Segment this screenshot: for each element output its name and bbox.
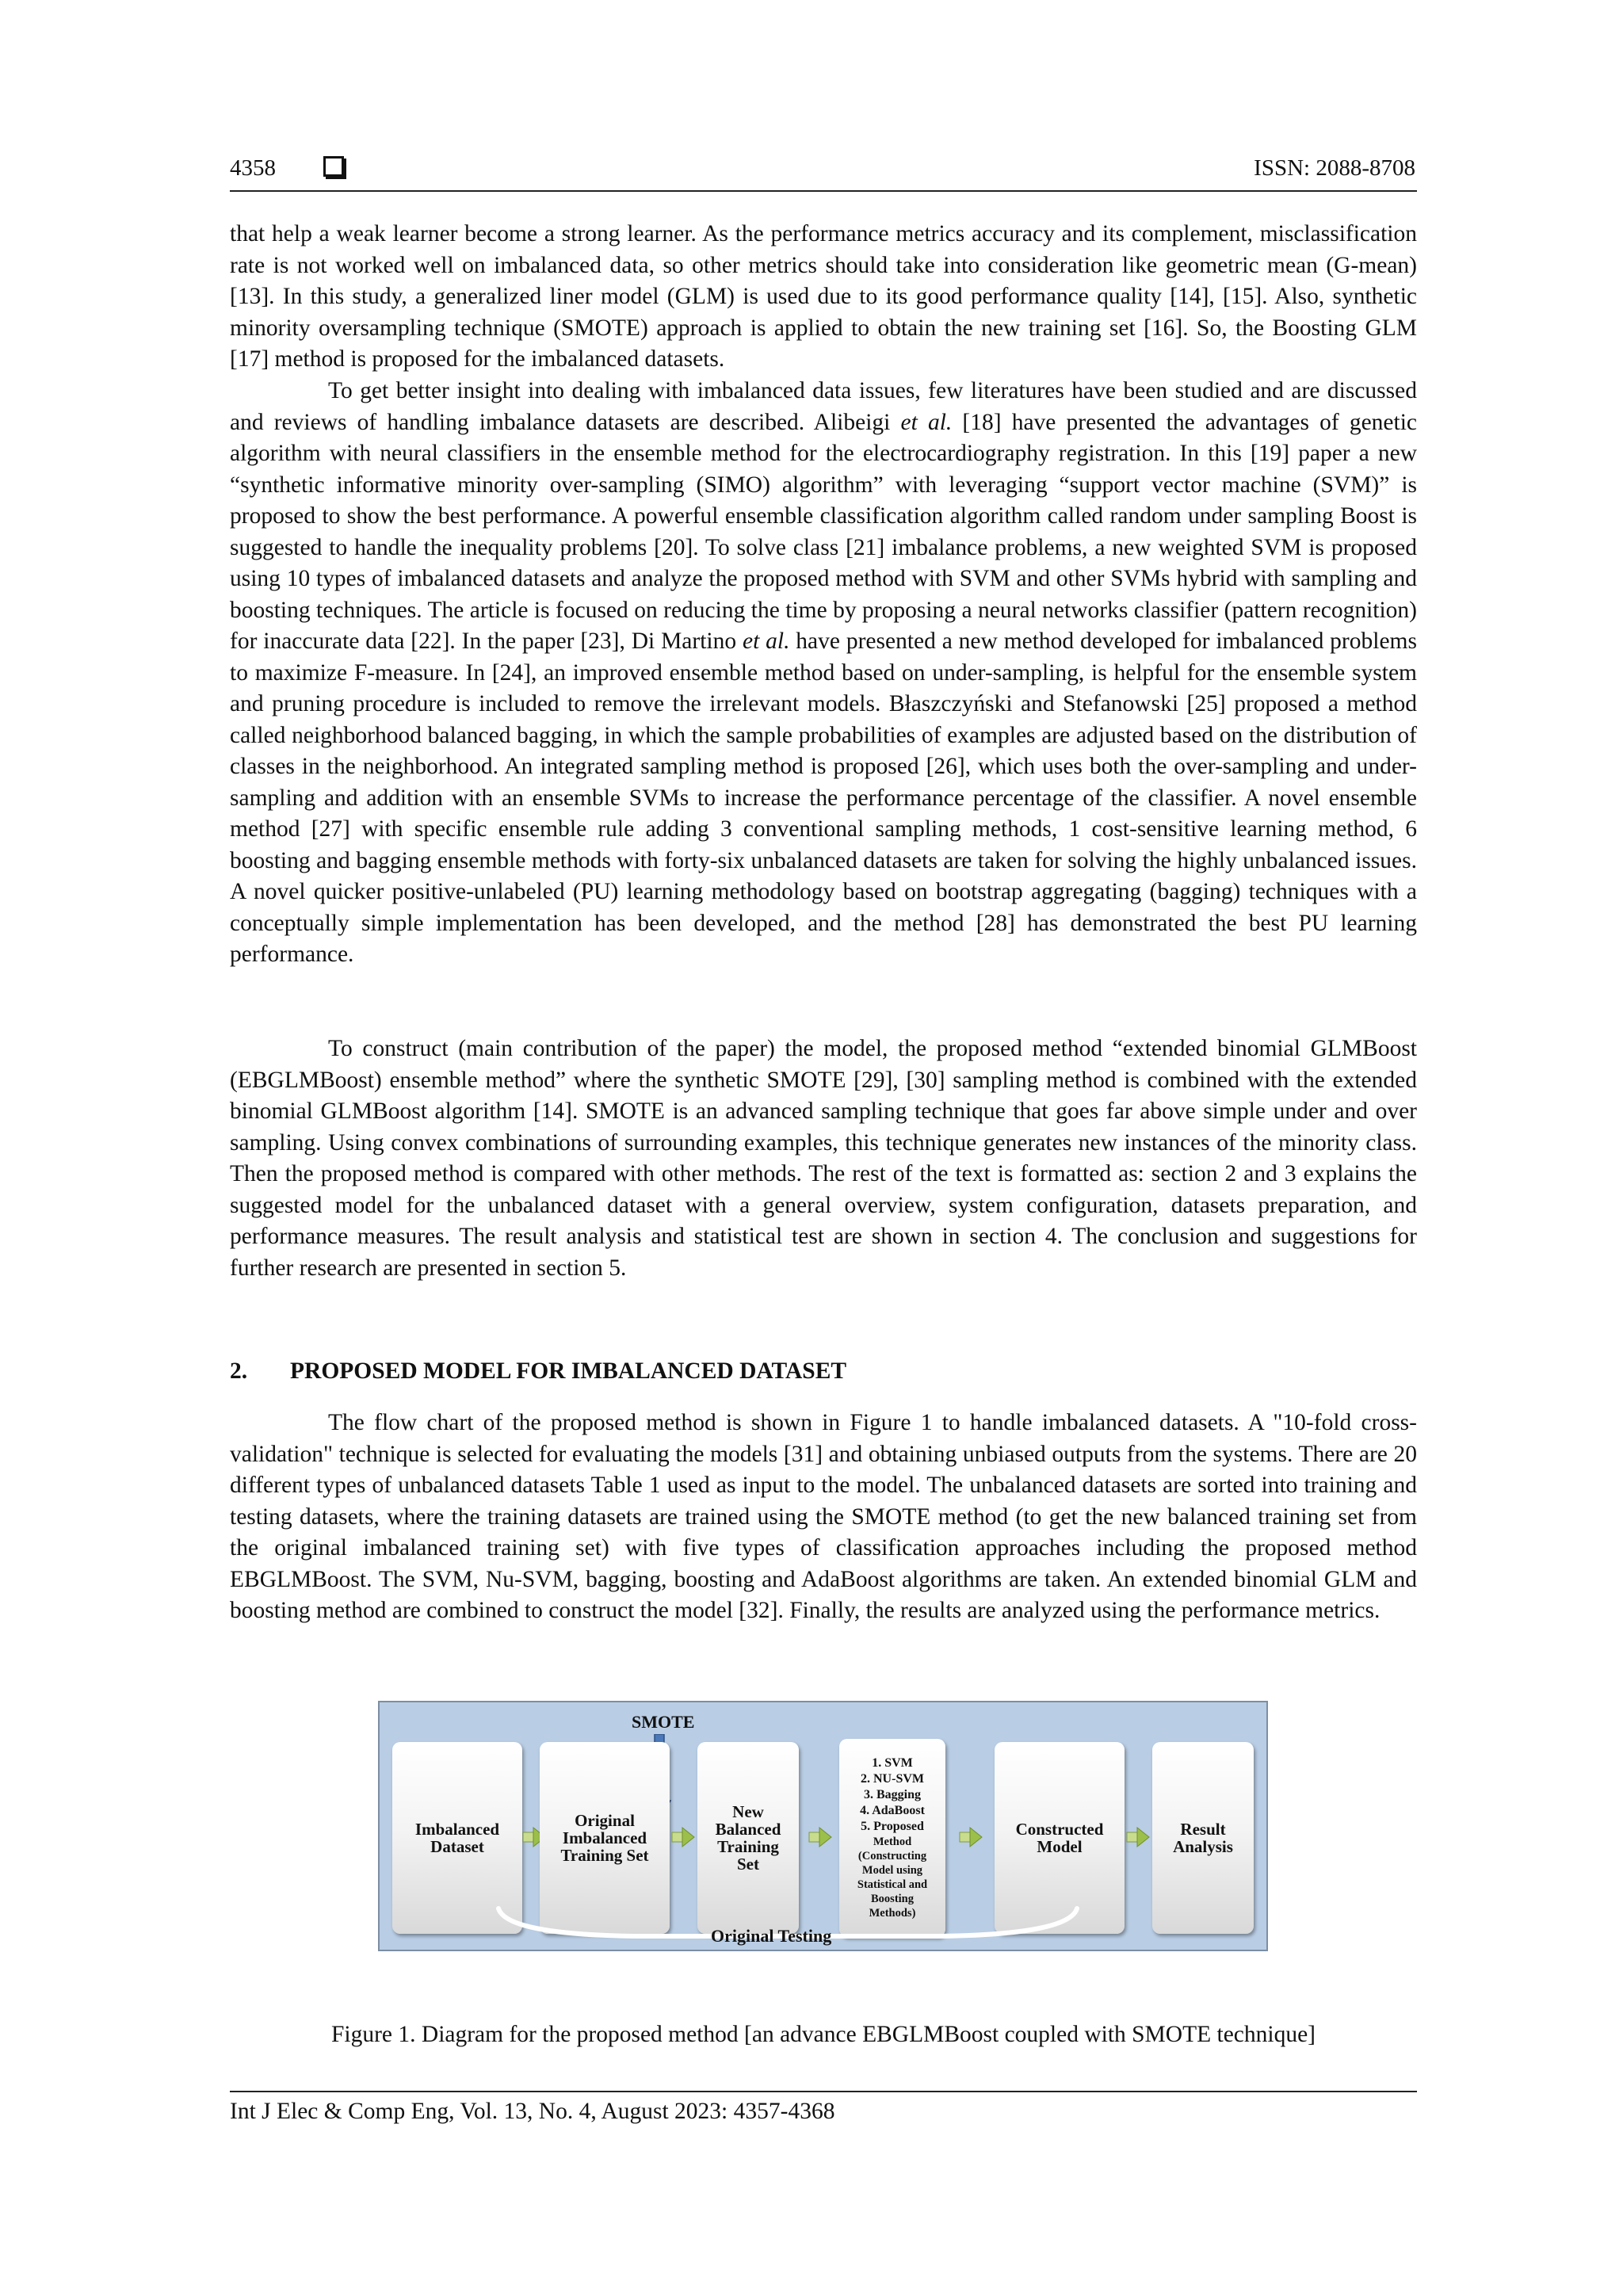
box-line: Imbalanced [414, 1820, 500, 1839]
box-line: Result [1180, 1820, 1226, 1839]
paragraph-contribution: To construct (main contribution of the paper) the model, the proposed method “extended binomial GLMBoost (EBGLMBoost) ensemble method” where the synthetic SMOTE [29], [30] sampling method is combined with the extended binomial GLMBoost algorithm [14]. SMOTE is an advanced sampling technique that goes far above simple under and over sampling. Using convex combinations of surrounding examples, this technique generates new instances of the minority class. Then the proposed method is compared with other methods. The rest of the text is formatted as: section 2 and 3 explains the suggested model for the unbalanced dataset with a general overview, system configuration, datasets preparation, and performance measures. The result analysis and statistical test are shown in section 4. The conclusion and suggestions for further research are presented in section 5. [230, 1036, 1417, 1281]
paragraph-literature [230, 376, 1417, 971]
smote-label: SMOTE [632, 1712, 695, 1732]
italic-et-al: et al. [742, 628, 790, 654]
italic-et-al: et al. [900, 409, 953, 435]
issn: ISSN: 2088-8708 [1254, 155, 1415, 181]
classifier-item: Methods) [869, 1907, 916, 1920]
box-line: Set [737, 1855, 759, 1874]
classifier-item: 2. NU-SVM [861, 1772, 924, 1786]
box-line: Training [717, 1837, 779, 1856]
box-line: Imbalanced [562, 1828, 647, 1847]
original-testing-label: Original Testing [711, 1926, 832, 1946]
box-line: Dataset [430, 1837, 484, 1856]
right-arrow-icon [671, 1826, 695, 1848]
classifier-item: 4. AdaBoost [860, 1804, 925, 1817]
paragraph-intro: that help a weak learner become a strong learner. As the performance metrics accuracy and its complement, misclassification rate is not worked well on imbalanced data, so other metrics should take into consideration like geometric mean (G-mean)[13]. In this study, a generalized liner model (GLM) is used due to its good performance quality [14], [15]. Also, synthetic minority oversampling technique (SMOTE) approach is applied to obtain the new training set [16]. So, the Boosting GLM [17] method is proposed for the imbalanced datasets. [230, 221, 1417, 372]
classifier-item: Model using [861, 1864, 923, 1877]
section-title: PROPOSED MODEL FOR IMBALANCED DATASET [290, 1358, 847, 1384]
classifier-item: (Constructing [857, 1850, 927, 1862]
right-arrow-icon [959, 1826, 983, 1848]
box-line: Constructed [1015, 1820, 1104, 1839]
box-line: Model [1037, 1837, 1083, 1856]
classifier-item: 1. SVM [872, 1756, 913, 1770]
page-footer: Int J Elec & Comp Eng, Vol. 13, No. 4, August 2023: 4357-4368 [230, 2099, 835, 2124]
figure-diagram [378, 1701, 1268, 1951]
classifier-item: Statistical and [857, 1878, 928, 1891]
text-run: [18] have presented the advantages of genetic algorithm with neural classifiers in the ensemble method for the electrocardiography registration. In this [19] paper a new “synthetic informative minority over-sampling (SIMO) algorithm” with leveraging “support vector machine (SVM)” is proposed to show the best performance. A powerful ensemble classification algorithm called random under sampling Boost is suggested to handle the inequality problems [20]. To solve class [21] imbalance problems, a new weighted SVM is proposed using 10 types of imbalanced datasets and analyze the proposed method with SVM and other SVMs hybrid with sampling and boosting techniques. The article is focused on reducing the time by proposing a neural networks classifier (pattern recognition) for inaccurate data [22]. In the paper [23], Di Martino [230, 409, 1417, 654]
right-arrow-icon [1126, 1826, 1150, 1848]
classifier-item: Method [873, 1836, 912, 1848]
paragraph-proposed-model: The flow chart of the proposed method is shown in Figure 1 to handle imbalanced datasets. A "10-fold cross-validation" technique is selected for evaluating the models [31] and obtaining unbiased outputs from the systems. There are 20 different types of unbalanced datasets Table 1 used as input to the model. The unbalanced datasets are sorted into training and testing datasets, where the training datasets are trained using the SMOTE method (to get the new balanced training set from the original imbalanced training set) with five types of classification approaches including the proposed method EBGLMBoost. The SVM, Nu-SVM, bagging, boosting and AdaBoost algorithms are taken. An extended binomial GLM and boosting method are combined to construct the model [32]. Finally, the results are analyzed using the performance metrics. [230, 1410, 1417, 1623]
figure-caption: Figure 1. Diagram for the proposed method [an advance EBGLMBoost coupled with SMOTE technique] [331, 2022, 1316, 2047]
square-bullet-icon [323, 156, 344, 177]
box-line: Original [575, 1811, 635, 1830]
section-number: 2. [230, 1358, 248, 1384]
text-run: To get better insight into dealing with imbalanced data issues, few literatures have been studied and are discussed and reviews of handling imbalance datasets are described. Alibeigi [230, 378, 1417, 435]
section-heading [230, 1358, 846, 1385]
classifier-item: Boosting [871, 1893, 914, 1905]
box-line: Analysis [1173, 1837, 1233, 1856]
box-result-analysis [1152, 1742, 1254, 1934]
footer-divider [230, 2091, 1417, 2092]
page-header [230, 154, 1417, 192]
box-line: New [732, 1802, 764, 1821]
classifier-item: 3. Bagging [863, 1788, 921, 1801]
box-line: Training Set [560, 1846, 649, 1865]
right-arrow-icon [808, 1826, 832, 1848]
box-line: Balanced [715, 1820, 781, 1839]
text-run: have presented a new method developed for imbalanced problems to maximize F-measure. In [24], an improved ensemble method based on under-sampling, is helpful for the ensemble system and pruning procedure is included to remove the irrelevant models. Błaszczyński and Stefanowski [25] proposed a method called neighborhood balanced bagging, in which the sample probabilities of examples are adjusted based on the distribution of classes in the neighborhood. An integrated sampling method is proposed [26], which uses both the over-sampling and under-sampling and addition with an ensemble SVMs to increase the performance percentage of the classifier. A novel ensemble method [27] with specific ensemble rule adding 3 conventional sampling methods, 1 cost-sensitive learning method, 6 boosting and bagging ensemble methods with forty-six unbalanced datasets are taken for solving the highly unbalanced issues. A novel quicker positive-unlabeled (PU) learning methodology based on bootstrap aggregating (bagging) techniques with a conceptually simple implementation has been developed, and the method [28] has demonstrated the best PU learning performance. [230, 628, 1417, 967]
classifier-item: 5. Proposed [861, 1820, 924, 1833]
page-number: 4358 [230, 155, 276, 181]
